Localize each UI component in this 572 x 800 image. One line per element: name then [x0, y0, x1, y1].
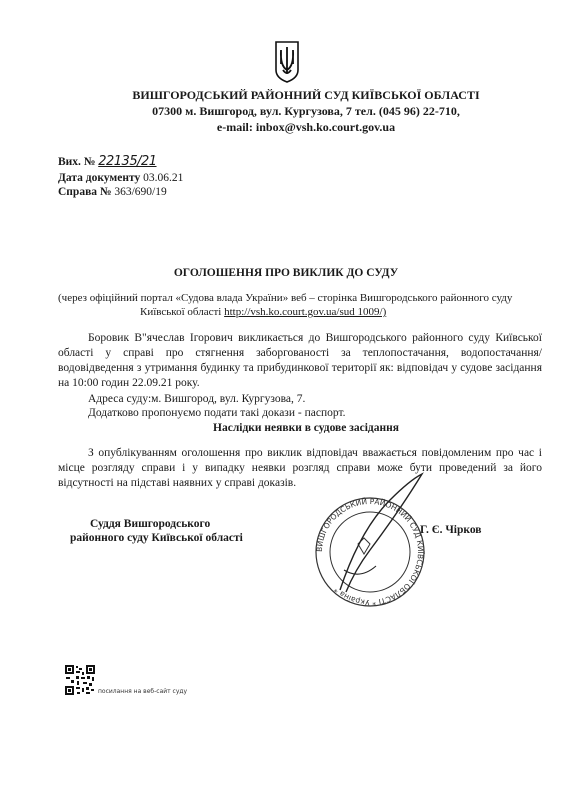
evidence-paragraph: Додатково пропонуємо подати такі докази - паспорт. [88, 407, 346, 419]
court-email: e-mail: inbox@vsh.ko.court.gov.ua [216, 120, 396, 134]
qr-code[interactable] [64, 664, 96, 696]
judge-title-line1: Суддя Вишгородського [90, 518, 211, 530]
qr-caption: посилання на веб-сайт суду [98, 688, 188, 695]
portal-note-line2 [140, 305, 386, 320]
outgoing-number-row [58, 155, 157, 169]
notice-title: ОГОЛОШЕННЯ ПРО ВИКЛИК ДО СУДУ [173, 267, 399, 279]
date-value: 03.06.21 [143, 172, 184, 184]
portal-note-line1: (через офіційний портал «Судова влада України» веб – сторінка Вишгородського районного суду [58, 292, 513, 304]
outgoing-label: Вих. № [58, 156, 96, 168]
case-number-row [58, 185, 167, 199]
document-date-row [58, 171, 183, 185]
court-address: 07300 м. Вишгород, вул. Кургузова, 7 тел. (045 96) 22-710, [152, 104, 460, 118]
outgoing-number-handwritten: 22135/21 [98, 154, 157, 169]
consequences-title: Наслідки неявки в судове засідання [213, 422, 399, 434]
court-address-paragraph: Адреса суду:м. Вишгород, вул. Кургузова, 7. [88, 393, 306, 405]
case-label: Справа № [58, 186, 112, 198]
judge-name: Г. Є. Чірков [420, 524, 482, 536]
case-value: 363/690/19 [114, 186, 167, 198]
coat-of-arms-emblem [274, 40, 300, 84]
date-label: Дата документу [58, 172, 141, 184]
summons-paragraph: Боровик В"ячеслав Ігорович викликається до Вишгородського районного суду Київської області у справі про стягнення заборгованості за теплопостачання, водопостачання/водовідведення з утримання будинку та прибудинкової території як: відповідач у судове засідання на 10:00 годин 22.09.21 року. [58, 332, 542, 389]
portal-region: Київської області [140, 306, 222, 318]
court-stamp-and-signature [300, 470, 430, 610]
court-name: ВИШГОРОДСЬКИЙ РАЙОННИЙ СУД КИЇВСЬКОЇ ОБЛАСТІ [132, 88, 480, 102]
portal-url-link[interactable]: http://vsh.ko.court.gov.ua/sud 1009/) [224, 306, 387, 318]
svg-text:ВИШГОРОДСЬКИЙ РАЙОННИЙ СУД КИЇ: ВИШГОРОДСЬКИЙ РАЙОННИЙ СУД КИЇВСЬКОЇ ОБЛАСТІ * Україна * [314, 496, 426, 608]
judge-title-line2: районного суду Київської області [70, 532, 243, 544]
consequences-paragraph: З опублікуванням оголошення про виклик відповідач вважається повідомленим про час і місце розгляду справи і у випадку неявки розгляд справи може бути проведений за його відсутності на підставі наявних у справі доказів. [58, 447, 542, 489]
